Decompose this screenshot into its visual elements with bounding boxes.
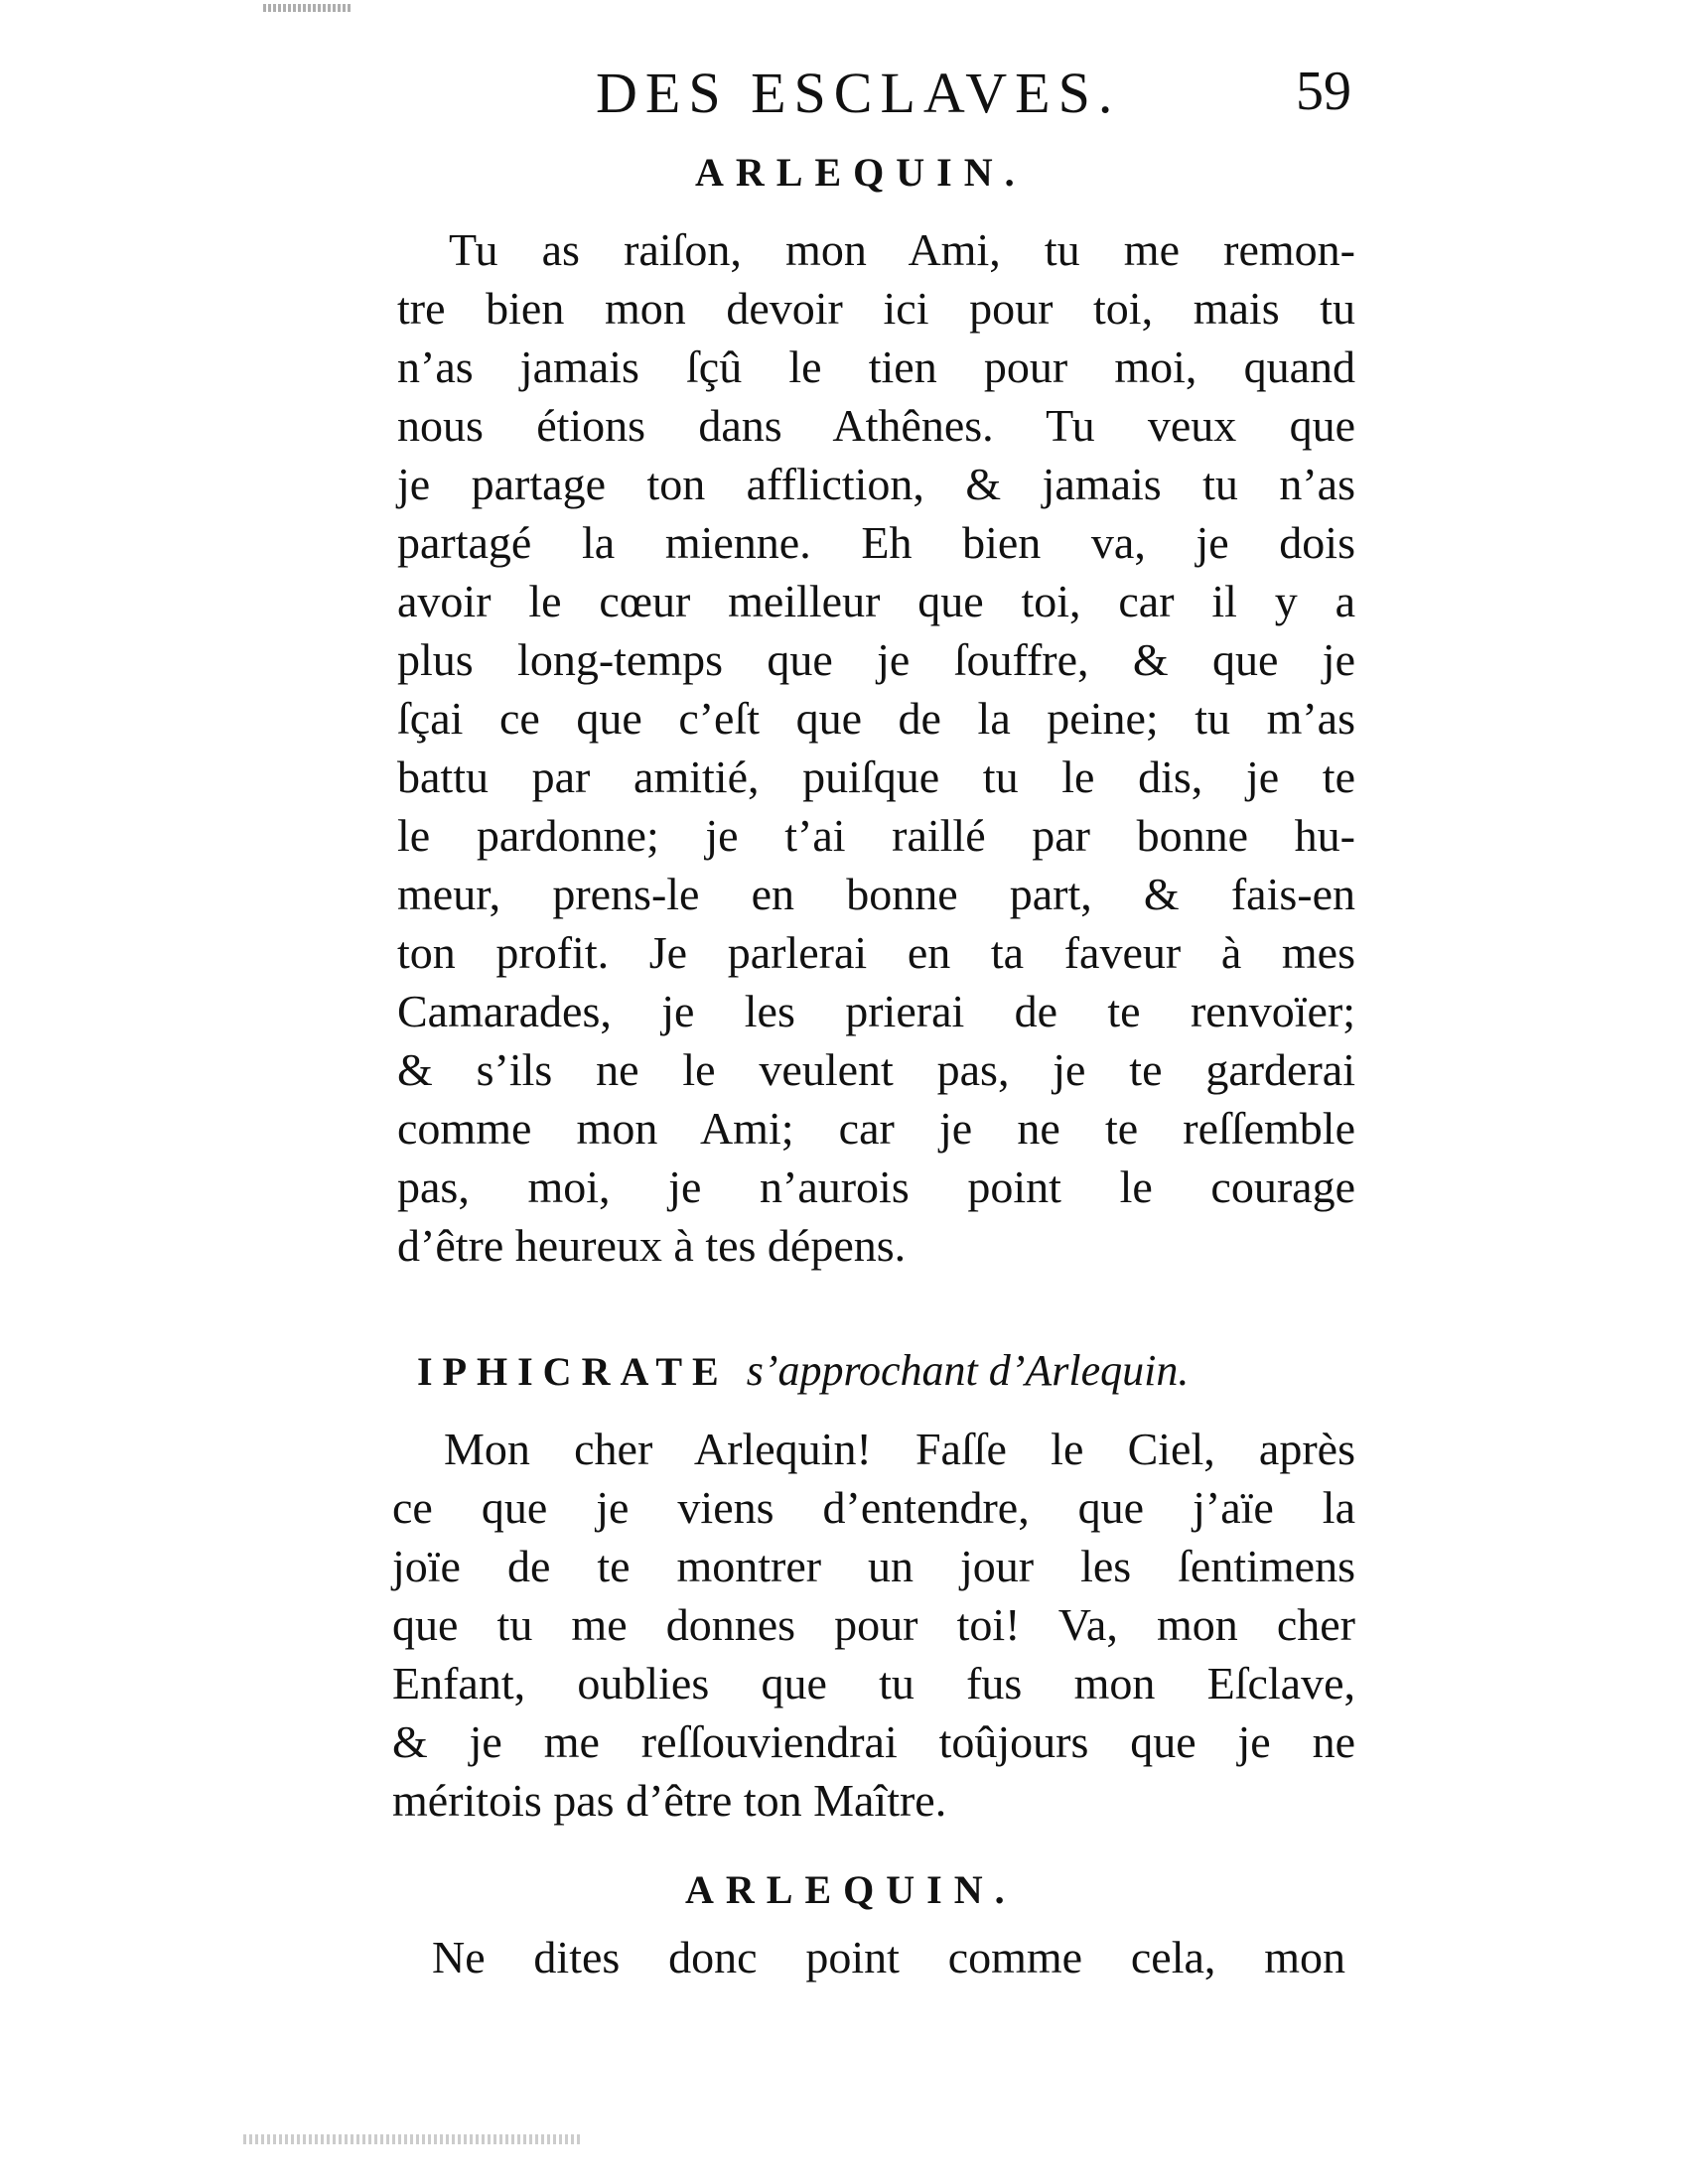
speaker-name: IPHICRATE	[417, 1349, 729, 1394]
page-header	[397, 60, 1390, 139]
speech-arlequin	[397, 220, 1355, 1275]
stage-direction: s’approchant d’Arlequin.	[746, 1346, 1190, 1395]
text-line: que tu me donnes pour toi! Va, mon cher	[392, 1599, 1355, 1650]
text-line: Mon cher Arlequin! Faſſe le Ciel, après	[444, 1424, 1355, 1474]
scan-noise	[263, 4, 352, 12]
text-line: Tu as raiſon, mon Ami, tu me remon-	[449, 224, 1355, 275]
text-line: le pardonne; je t’ai raillé par bonne hu-	[397, 810, 1355, 861]
text-line: comme mon Ami; car je ne te reſſemble	[397, 1103, 1355, 1154]
scan-noise	[243, 2134, 581, 2144]
text-line: Camarades, je les prierai de te renvoïer;	[397, 986, 1355, 1036]
text-line: ton profit. Je parlerai en ta faveur à mes	[397, 927, 1355, 978]
text-line: meur, prens-le en bonne part, & fais-en	[397, 869, 1355, 919]
text-line: nous étions dans Athênes. Tu veux que	[397, 400, 1355, 451]
text-line: ce que je viens d’entendre, que j’aïe la	[392, 1482, 1355, 1533]
running-title: DES ESCLAVES.	[596, 61, 1121, 125]
text-line: je partage ton affliction, & jamais tu n’as	[397, 459, 1355, 509]
text-line: Enfant, oublies que tu fus mon Eſclave,	[392, 1658, 1355, 1708]
stage-direction-line	[417, 1345, 1189, 1396]
text-line: avoir le cœur meilleur que toi, car il y a	[397, 576, 1355, 626]
text-line: battu par amitié, puiſque tu le dis, je te	[397, 751, 1355, 802]
text-line: & s’ils ne le veulent pas, je te garderai	[397, 1044, 1355, 1095]
text-line: d’être heureux à tes dépens.	[397, 1220, 907, 1271]
text-line: joïe de te montrer un jour les ſentimens	[392, 1541, 1355, 1591]
text-line: tre bien mon devoir ici pour toi, mais tu	[397, 283, 1355, 334]
text-line: plus long-temps que je ſouffre, & que je	[397, 634, 1355, 685]
text-line: méritois pas d’être ton Maître.	[392, 1775, 947, 1826]
text-line: ſçai ce que c’eſt que de la peine; tu m’as	[397, 693, 1355, 744]
text-line: partagé la mienne. Eh bien va, je dois	[397, 517, 1355, 568]
speech-arlequin-2	[432, 1928, 1345, 1986]
speaker-name: ARLEQUIN.	[695, 150, 1027, 195]
text-line: & je me reſſouviendrai toûjours que je ne	[392, 1716, 1355, 1767]
speaker-name: ARLEQUIN.	[685, 1867, 1017, 1912]
page-number: 59	[1296, 61, 1351, 122]
text-line: pas, moi, je n’aurois point le courage	[397, 1161, 1355, 1212]
text-line: Ne dites donc point comme cela, mon	[432, 1932, 1345, 1982]
text-line: n’as jamais ſçû le tien pour moi, quand	[397, 341, 1355, 392]
speech-iphicrate	[392, 1420, 1355, 1830]
